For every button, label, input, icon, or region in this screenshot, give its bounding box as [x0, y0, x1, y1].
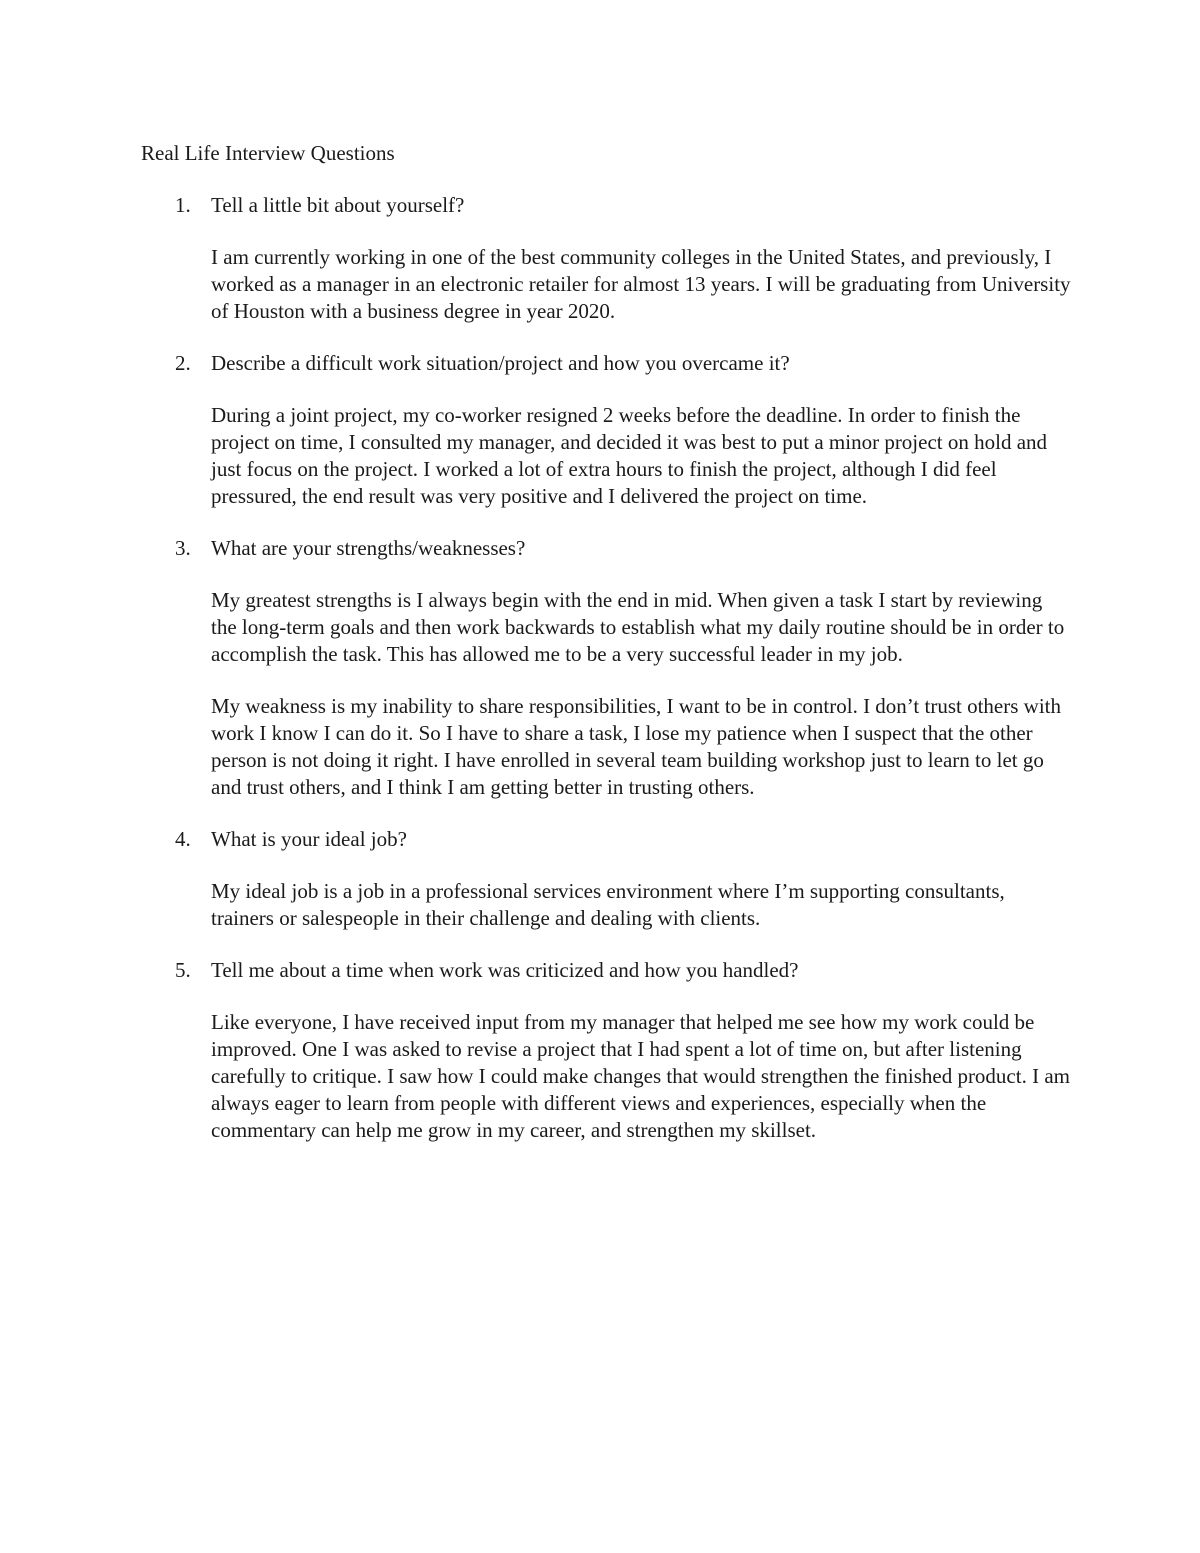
answer-paragraph: My greatest strengths is I always begin with the end in mid. When given a task I start by reviewing the long-term goals and then work backwards to establish what my daily routine should be in order to accomplish the task. This has allowed me to be a very successful leader in my job.	[211, 588, 1065, 666]
question-item-2	[141, 350, 1071, 510]
question-number: 3.	[175, 536, 191, 560]
answer-paragraph: Like everyone, I have received input from my manager that helped me see how my work could be improved. One I was asked to revise a project that I had spent a lot of time on, but after listening carefully to critique. I saw how I could make changes that would strengthen the finished product. I am always eager to learn from people with different views and experiences, especially when the commentary can help me grow in my career, and strengthen my skillset.	[211, 1010, 1070, 1142]
question-number: 1.	[175, 193, 191, 217]
answer-paragraph: My ideal job is a job in a professional services environment where I’m supporting consultants, trainers or salespeople in their challenge and dealing with clients.	[211, 879, 1005, 930]
question-text: What are your strengths/weaknesses?	[211, 536, 526, 560]
document-title: Real Life Interview Questions	[141, 141, 395, 165]
question-text: Tell a little bit about yourself?	[211, 193, 465, 217]
question-item-4	[141, 826, 1071, 932]
question-item-5	[141, 957, 1071, 1144]
answer-paragraph: I am currently working in one of the best community colleges in the United States, and previously, I worked as a manager in an electronic retailer for almost 13 years. I will be graduating from University of Houston with a business degree in year 2020.	[211, 245, 1071, 323]
question-item-1	[141, 192, 1071, 325]
question-list	[141, 192, 1071, 1144]
answer-paragraph: My weakness is my inability to share responsibilities, I want to be in control. I don’t trust others with work I know I can do it. So I have to share a task, I lose my patience when I suspect that the other person is not doing it right. I have enrolled in several team building workshop just to learn to let go and trust others, and I think I am getting better in trusting others.	[211, 694, 1061, 799]
question-text: What is your ideal job?	[211, 827, 407, 851]
question-item-3	[141, 535, 1071, 801]
answer-paragraph: During a joint project, my co-worker resigned 2 weeks before the deadline. In order to finish the project on time, I consulted my manager, and decided it was best to put a minor project on hold and just focus on the project. I worked a lot of extra hours to finish the project, although I did feel pressured, the end result was very positive and I delivered the project on time.	[211, 403, 1048, 508]
question-text: Describe a difficult work situation/project and how you overcame it?	[211, 351, 790, 375]
question-number: 4.	[175, 827, 191, 851]
question-number: 2.	[175, 351, 191, 375]
question-number: 5.	[175, 958, 191, 982]
document-body	[141, 140, 1071, 1169]
question-text: Tell me about a time when work was criticized and how you handled?	[211, 958, 799, 982]
